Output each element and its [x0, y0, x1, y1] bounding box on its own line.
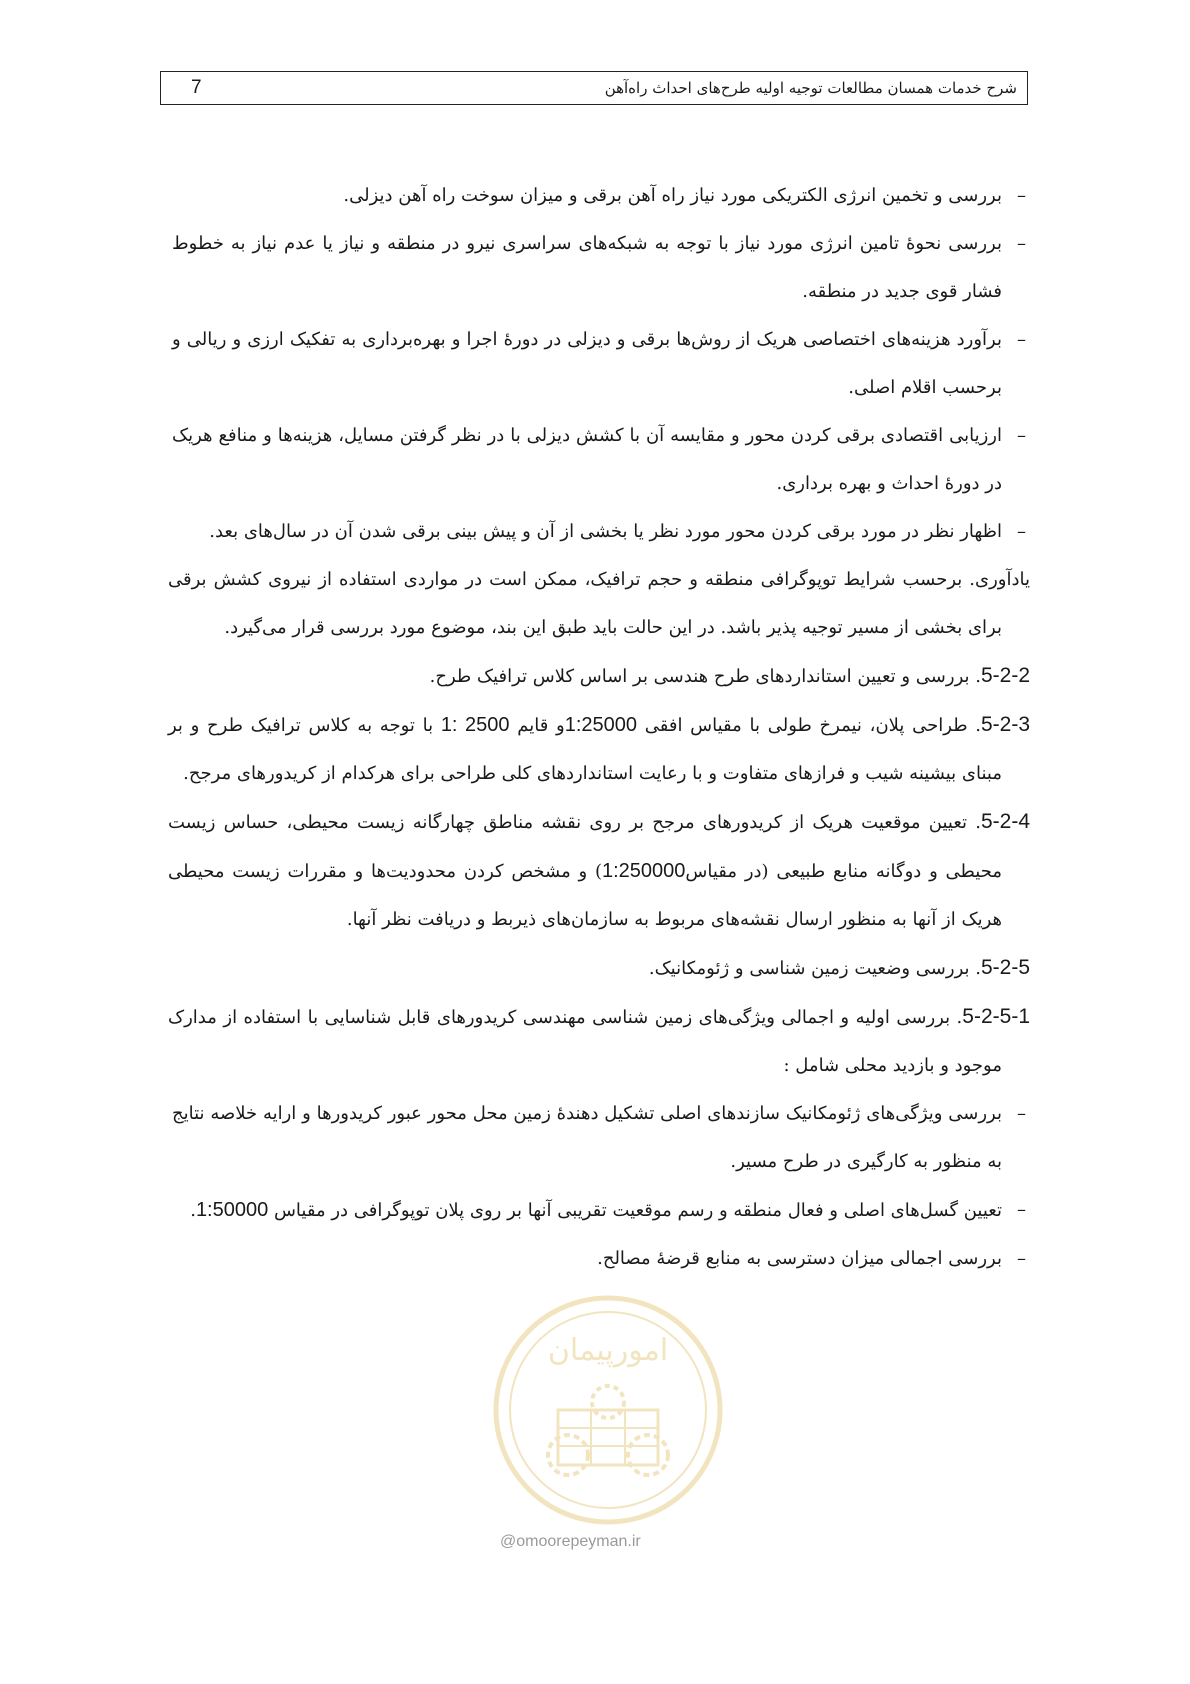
- section-text: . طراحی پلان، نیمرخ طولی با مقیاس افقی: [637, 715, 981, 736]
- scale-value: 1:250000: [601, 860, 686, 882]
- watermark-site: @omoorepeyman.ir: [500, 1533, 641, 1550]
- watermark-logo-text: امورپیمان: [547, 1333, 669, 1368]
- list-item-text: تعیین گسل‌های اصلی و فعال منطقه و رسم موقعیت تقریبی آنها بر روی پلان توپوگرافی در مقیاس: [268, 1200, 1002, 1221]
- section-text: . تعیین موقعیت هریک از کریدورهای مرجح بر روی نقشه مناطق چهارگانه زیست محیطی، حساس زیست محیطی و دوگانه منابع طبیعی (در مقیاس: [168, 812, 1003, 882]
- scale-value: 1:25000: [564, 714, 638, 736]
- section-5-2-5: [168, 944, 1030, 993]
- section-5-2-5-1: [168, 993, 1030, 1090]
- section-text: . بررسی و تعیین استانداردهای طرح هندسی بر اساس کلاس ترافیک طرح.: [429, 666, 981, 687]
- header-title: شرح خدمات همسان مطالعات توجیه اولیه طرح‌های احداث راه‌آهن: [604, 79, 1017, 97]
- section-text: . بررسی وضعیت زمین شناسی و ژئومکانیک.: [648, 958, 981, 979]
- list-item: [168, 1090, 1030, 1186]
- list-item-text: بررسی و تخمین انرژی الکتریکی مورد نیاز راه آهن برقی و میزان سوخت راه آهن دیزلی.: [343, 185, 1002, 206]
- section-text: با توجه به کلاس ترافیک طرح و بر مبنای بیشینه شیب و فرازهای متفاوت و با رعایت استانداردهای کلی طراحی برای هرکدام از کریدورهای مرجح.: [168, 715, 1002, 784]
- list-item-text: بررسی نحوهٔ تامین انرژی مورد نیاز با توجه به شبکه‌های سراسری نیرو در منطقه و نیاز یا عدم نیاز به خطوط فشار قوی جدید در منطقه.: [172, 233, 1002, 302]
- page-header: [160, 71, 1028, 105]
- list-item: [168, 316, 1030, 412]
- list-item-end: .: [190, 1200, 196, 1221]
- list-item-text: اظهار نظر در مورد برقی کردن محور مورد نظر یا بخشی از آن و پیش بینی برقی شدن آن در سال‌های بعد.: [209, 521, 1002, 542]
- note-text: یادآوری. برحسب شرایط توپوگرافی منطقه و حجم ترافیک، ممکن است در مواردی استفاده از نیروی کشش برقی برای بخشی از مسیر توجیه پذیر باشد. در این حالت باید طبق این بند، موضوع مورد بررسی قرار می‌گیرد.: [168, 569, 1030, 638]
- section-number: 5-2-4: [980, 810, 1030, 833]
- section-number: 5-2-5: [980, 956, 1030, 979]
- section-text: ) و مشخص کردن محدودیت‌ها و مقررات زیست محیطی هریک از آنها به منظور ارسال نقشه‌های مربوط به سازمان‌های ذیربط و دریافت نظر آنها.: [168, 861, 1002, 930]
- section-text: . بررسی اولیه و اجمالی ویژگی‌های زمین شناسی مهندسی کریدورهای قابل شناسایی با استفاده از مدارک موجود و بازدید محلی شامل :: [168, 1007, 1002, 1076]
- watermark-logo: [488, 1290, 728, 1530]
- document-body: [168, 172, 1030, 1283]
- section-number: 5-2-5-1: [962, 1005, 1030, 1028]
- list-item: [168, 1186, 1030, 1235]
- list-item: [168, 172, 1030, 220]
- section-number: 5-2-2: [980, 664, 1030, 687]
- list-item-text: ارزیابی اقتصادی برقی کردن محور و مقایسه آن با کشش دیزلی با در نظر گرفتن مسایل، هزینه‌ها و منافع هریک در دورهٔ احداث و بهره برداری.: [172, 425, 1002, 494]
- section-5-2-3: [168, 701, 1030, 798]
- section-text: و قایم: [509, 715, 565, 736]
- list-item-text: برآورد هزینه‌های اختصاصی هریک از روش‌ها برقی و دیزلی در دورهٔ اجرا و بهره‌برداری به تفکیک ارزی و ریالی و برحسب اقلام اصلی.: [172, 329, 1002, 398]
- list-item: [168, 412, 1030, 508]
- list-item-text: بررسی ویژگی‌های ژئومکانیک سازندهای اصلی تشکیل دهندهٔ زمین محل محور عبور کریدورها و ارایه خلاصه نتایج به منظور به کارگیری در طرح مسیر.: [172, 1103, 1002, 1172]
- section-number: 5-2-3: [980, 713, 1030, 736]
- note-paragraph: [168, 556, 1030, 652]
- section-5-2-4: [168, 798, 1030, 944]
- page-number: 7: [191, 77, 202, 98]
- list-item-text: بررسی اجمالی میزان دسترسی به منابع قرضهٔ مصالح.: [597, 1248, 1002, 1269]
- scale-value: 1: 2500: [440, 714, 510, 736]
- list-item: [168, 220, 1030, 316]
- list-item: [168, 508, 1030, 556]
- section-5-2-2: [168, 652, 1030, 701]
- scale-value: 1:50000: [195, 1199, 269, 1221]
- list-item: [168, 1235, 1030, 1283]
